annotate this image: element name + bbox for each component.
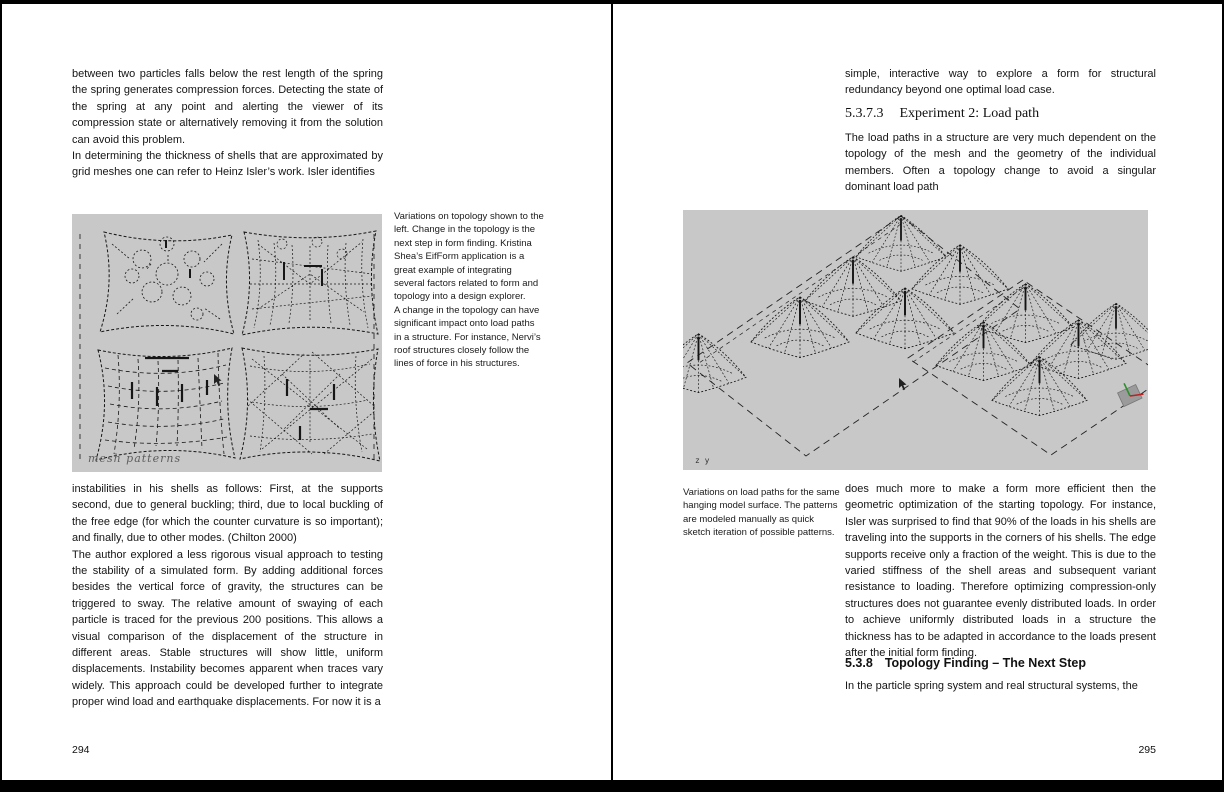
caption-paragraph: Variations on topology shown to the left. Change in the topology is the next step in form finding. Kristina Shea’s EifForm application is a great example of integrating several factors related to form and topology into a design explorer.: [394, 211, 544, 303]
left-page-top-paragraphs: [72, 66, 383, 181]
section-title: Experiment 2: Load path: [899, 106, 1040, 121]
paragraph: The load paths in a structure are very much dependent on the topology of the mesh and the geometry of the individual members. Often a topology change to avoid a singular dominant load path: [845, 132, 1156, 194]
mesh-patterns-drawing: [72, 214, 382, 472]
section-number: 5.3.7.3: [845, 106, 884, 121]
load-paths-drawing: [683, 210, 1148, 470]
section-heading-experiment-2: [845, 106, 1039, 122]
right-page-bottom-paragraph: [845, 481, 1156, 661]
section-title: Topology Finding – The Next Step: [884, 656, 1086, 670]
caption-paragraph: A change in the topology can have significant impact onto load paths in a structure. For instance, Nervi’s roof structures closely follow the lines of force in his structures.: [394, 304, 541, 370]
figure-load-path-variations: [683, 210, 1148, 470]
paragraph: simple, interactive way to explore a form for structural redundancy beyond one optimal load case.: [845, 68, 1156, 97]
right-figure-caption: [683, 486, 841, 540]
section-number: 5.3.8: [845, 656, 873, 670]
page-number-left: 294: [72, 744, 90, 756]
viewport-axis-label: z y: [695, 456, 710, 465]
paragraph: In determining the thickness of shells that are approximated by grid meshes one can refer to Heinz Isler’s work. Isler identifies: [72, 150, 383, 179]
page-number-right: 295: [1138, 744, 1156, 756]
caption-paragraph: Variations on load paths for the same hanging model surface. The patterns are modeled manually as quick sketch iteration of possible patterns.: [683, 487, 840, 539]
page-divider-line: [611, 0, 613, 782]
paragraph: does much more to make a form more efficient then the geometric optimization of the starting topology. For instance, Isler was surprised to find that 90% of the loads in his shells are traveling into the supports in the corners of his shells. The edge supports receive only a fraction of the weight. This is due to the varied stiffness of the shell areas and subsequent variant resistance to loading. Therefore optimizing compression-only structures does not guarantee evenly distributed loads. In order to achieve uniformly distributed loads in a structure the thickness has to be adapted in accordance to the loads present after the initial form finding.: [845, 483, 1156, 660]
left-figure-caption: [394, 210, 544, 371]
right-page-top-paragraph: [845, 66, 1156, 99]
scan-border-left: [0, 0, 2, 792]
paragraph: In the particle spring system and real structural systems, the: [845, 680, 1138, 692]
left-page-bottom-paragraphs: [72, 481, 383, 711]
right-page-last-line: [845, 678, 1156, 694]
paragraph: instabilities in his shells as follows: First, at the supports second, due to general buckling; third, due to local buckling of the free edge (for which the counter curvature is so important); and finally, due to other modes. (Chilton 2000): [72, 483, 383, 545]
figure-mesh-pattern-variations: [72, 214, 382, 472]
figure-sketch-label: mesh patterns: [88, 452, 182, 465]
section-heading-topology-finding: [845, 656, 1086, 670]
paragraph: between two particles falls below the rest length of the spring the spring generates compression forces. Detecting the state of the spring at any point and alerting the viewer of its compression state or alternatively removing it from the solution can avoid this problem.: [72, 68, 383, 146]
right-page-mid-paragraph: [845, 130, 1156, 196]
paragraph: The author explored a less rigorous visual approach to testing the stability of a simulated form. By adding additional forces besides the vertical force of gravity, the structures can be triggered to sway. The relative amount of swaying of each particle is traced for the previous 200 positions. This allows a visual comparison of the displacement of the structure in different areas. Stable structures will show little, uniform displacements. Instability becomes apparent when traces vary widely. This approach could be developed further to integrate proper wind load and earthquake displacements. For now it is a: [72, 548, 383, 709]
